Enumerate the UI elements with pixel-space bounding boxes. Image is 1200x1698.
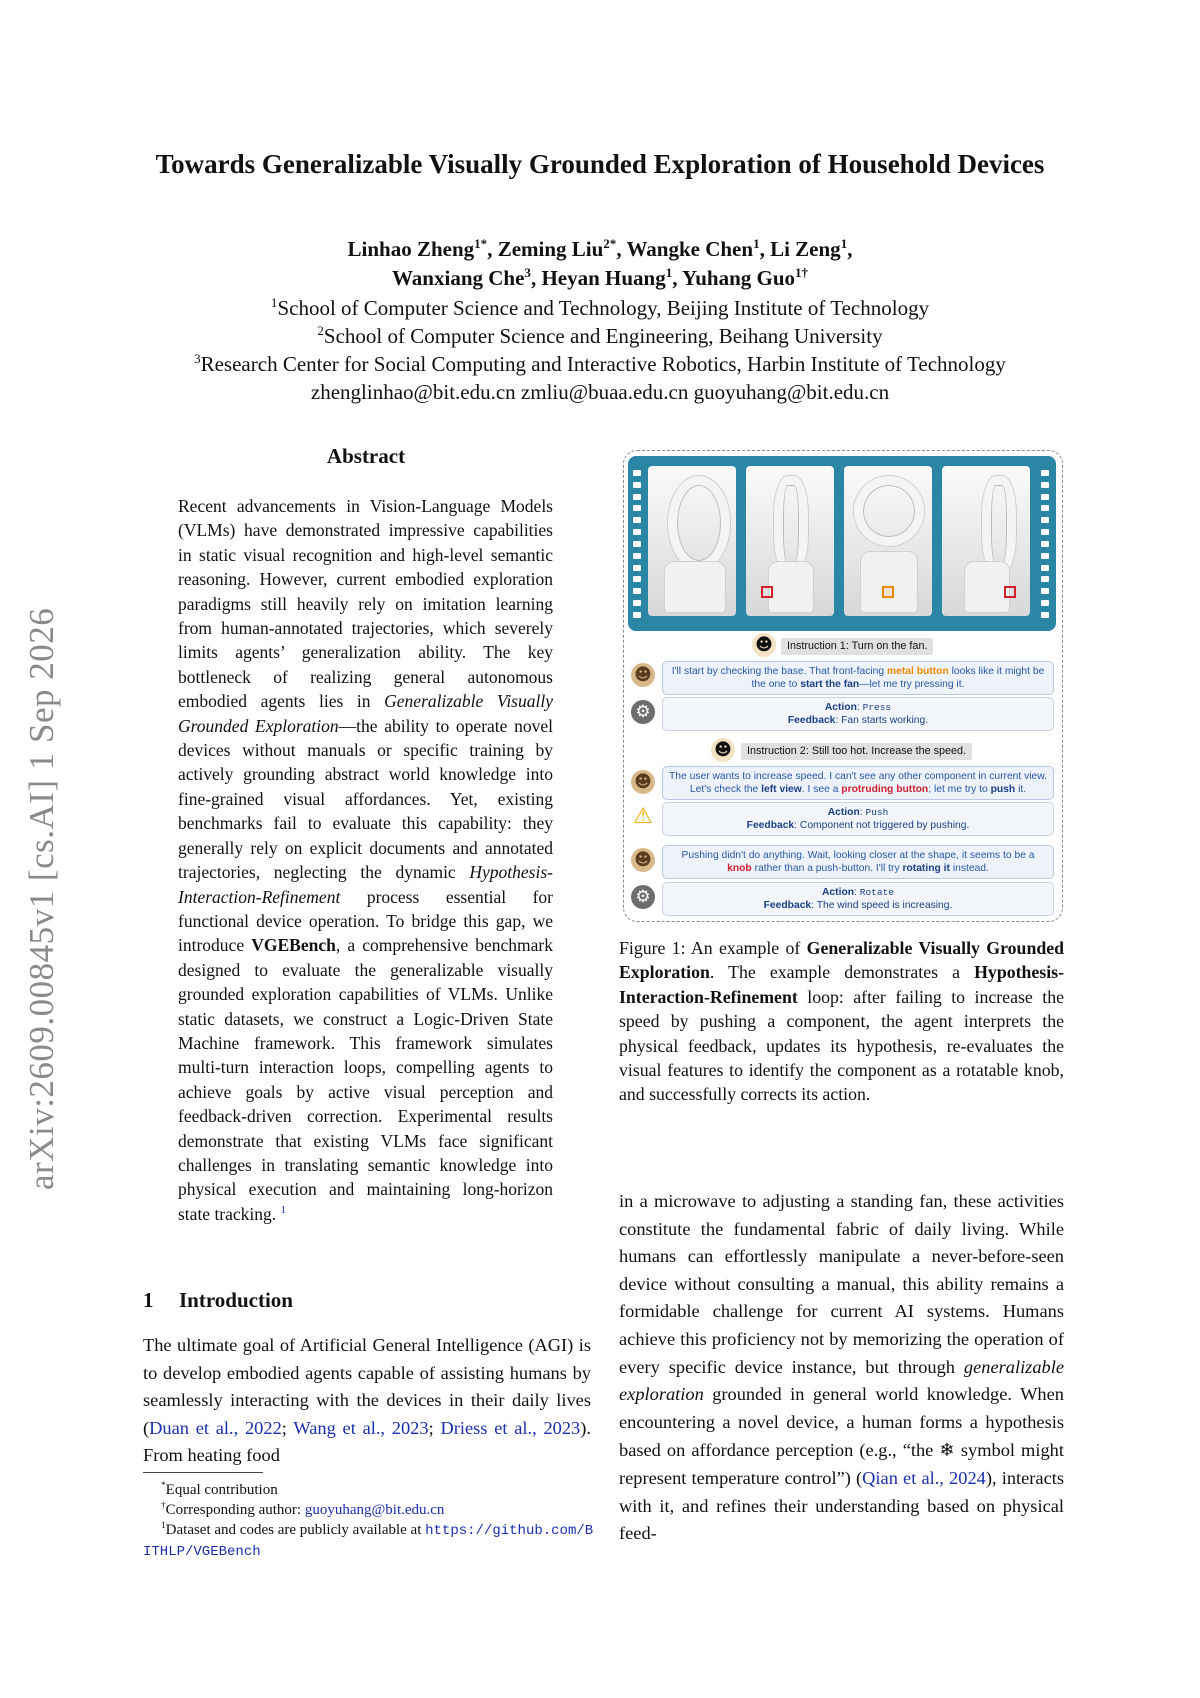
paper-title: Towards Generalizable Visually Grounded Exploration of Household Devices <box>155 149 1045 179</box>
caption-text: Figure 1: An example of <box>619 938 807 958</box>
body-text: The ultimate goal of Artificial General Intelligence (AGI) is to develop embodied agents capable of assisting humans by seamlessly interacting with the devices in their daily lives ( <box>143 1335 591 1438</box>
body-text: in a microwave to adjusting a standing fan, these activities constitute the fundamental fabric of daily living. While humans can effortlessly manipulate a never-before-seen device without consulting a manual, this ability remains a formidable challenge for current AI systems. Humans achieve this proficiency not by memorizing the operation of every specific device instance, but through <box>619 1191 1064 1377</box>
fan-ring <box>982 476 1016 574</box>
action-feedback-1: Action: Press Feedback: Fan starts working. <box>662 697 1054 731</box>
intro-paragraph-left <box>143 1332 591 1470</box>
metal-button-marker <box>882 586 894 598</box>
author-name: Linhao Zheng <box>347 237 475 261</box>
abstract-text: process essential for functional device operation. To bridge this gap, we introduce <box>178 886 553 956</box>
citation-link[interactable]: Qian et al., 2024 <box>862 1467 986 1488</box>
thought-bubble-1: I'll start by checking the base. That front-facing metal button looks like it might be the one to start the fan—let me try pressing it. <box>662 661 1054 695</box>
author-sup: 1* <box>474 236 488 251</box>
action-feedback-3: Action: Rotate Feedback: The wind speed is increasing. <box>662 882 1054 916</box>
user-icon: ☻ <box>711 738 735 762</box>
footnote <box>143 1520 598 1562</box>
footnote-rule <box>143 1472 263 1473</box>
author-sup: 1 <box>665 265 673 280</box>
snowflake-icon: ❄ <box>939 1439 955 1461</box>
citation-link[interactable]: Driess et al., 2023 <box>440 1417 581 1438</box>
footnotes <box>143 1480 598 1562</box>
fan-view-left <box>746 466 834 616</box>
citation-separator: ; <box>428 1417 441 1438</box>
abstract-body <box>178 494 553 1226</box>
author-sup: 3 <box>524 265 531 280</box>
caption-text: . The example demonstrates a <box>709 962 975 983</box>
affiliations <box>80 294 1120 406</box>
affiliation-text: Research Center for Social Computing and Interactive Robotics, Harbin Institute of Technology <box>200 352 1006 376</box>
instruction-1: Instruction 1: Turn on the fan. <box>781 638 933 655</box>
footnote-text: Dataset and codes are publicly available at <box>165 1522 426 1538</box>
author-sup: 1† <box>795 265 809 280</box>
author-sup: 1 <box>753 236 760 251</box>
footnote-link[interactable]: 1 <box>280 1203 286 1216</box>
body-emphasis: generalizable exploration <box>619 1356 1064 1405</box>
body-text: ). From heating food <box>143 1417 591 1466</box>
instruction-2: Instruction 2: Still too hot. Increase the speed. <box>741 743 972 760</box>
fan-ring <box>854 476 924 546</box>
citation-link[interactable]: Wang et al., 2023 <box>293 1417 429 1438</box>
affiliation <box>80 322 1120 350</box>
footnote <box>143 1480 598 1500</box>
affiliation-sup: 3 <box>194 351 201 366</box>
footnote-text: Corresponding author: <box>165 1502 305 1518</box>
fan-base <box>860 551 918 613</box>
author-name: Heyan Huang <box>541 266 666 290</box>
body-text: grounded in general world knowledge. When encountering a novel device, a human forms a hypothesis based on affordance perception (e.g., “the <box>619 1384 1064 1461</box>
figure-caption <box>619 936 1064 1107</box>
section-number: 1 <box>143 1288 154 1312</box>
author-sup: 2* <box>603 236 617 251</box>
fan-views-panel <box>628 456 1056 631</box>
abstract-text: , a comprehensive benchmark designed to evaluate the generalizable visually grounded exploration capabilities of VLMs. Unlike static datasets, we construct a Logic-Driven State Machine framework. This framework simulates multi-turn interaction loops, compelling agents to achieve goals by active visual perception and feedback-driven correction. Experimental results demonstrate that existing VLMs face significant challenges in translating semantic knowledge into physical execution and maintaining long-horizon state tracking. <box>178 935 553 1224</box>
component-marker <box>1004 586 1016 598</box>
author-name: Li Zeng <box>770 237 841 261</box>
film-strip-left <box>633 470 643 618</box>
component-marker <box>761 586 773 598</box>
author-name: Wanxiang Che <box>391 266 525 290</box>
email-list: zhenglinhao@bit.edu.cn zmliu@buaa.edu.cn guoyuhang@bit.edu.cn <box>310 380 890 404</box>
affiliation-sup: 2 <box>317 323 324 338</box>
fan-view-front <box>844 466 932 616</box>
author-sup: 1 <box>840 236 848 251</box>
caption-bold: Generalizable Visually Grounded Exploration <box>619 938 1064 983</box>
email-link[interactable]: guoyuhang@bit.edu.cn <box>304 1502 445 1518</box>
user-icon: ☻ <box>752 633 776 657</box>
footnote <box>143 1500 598 1520</box>
section-heading <box>143 1288 293 1313</box>
intro-paragraph-right <box>619 1188 1064 1548</box>
footnote-mark: 1 <box>161 1521 166 1531</box>
gear-icon: ⚙ <box>631 885 655 909</box>
footnote-text: Equal contribution <box>165 1482 278 1498</box>
robot-icon: ☻ <box>631 663 655 687</box>
body-text: symbol might represent temperature control”) ( <box>619 1440 1064 1488</box>
thought-bubble-2: The user wants to increase speed. I can't see any other component in current view. Let's check the left view. I see a protruding button; let me try to push it. <box>662 766 1054 800</box>
caption-bold: Hypothesis-Interaction-Refinement <box>619 962 1064 1007</box>
author-name: Yuhang Guo <box>681 266 796 290</box>
thought-bubble-3: Pushing didn't do anything. Wait, looking closer at the shape, it seems to be a knob rather than a push-button. I'll try rotating it instead. <box>662 845 1054 879</box>
footnote-mark: * <box>161 1481 166 1491</box>
section-title: Introduction <box>179 1288 293 1312</box>
fan-base <box>664 561 726 613</box>
action-feedback-2: Action: Push Feedback: Component not triggered by pushing. <box>662 802 1054 836</box>
citation-separator: ; <box>281 1417 294 1438</box>
body-text: ), interacts with it, and refines their understanding based on physical feed- <box>619 1467 1064 1544</box>
gear-icon: ⚙ <box>631 700 655 724</box>
citation-link[interactable]: Duan et al., 2022 <box>149 1417 282 1438</box>
abstract-heading: Abstract <box>326 444 406 468</box>
footnote-mark: † <box>161 1501 166 1511</box>
abstract-emphasis: Generalizable Visually Grounded Exploration <box>178 691 553 736</box>
warning-icon: ⚠ <box>633 804 653 829</box>
robot-icon: ☻ <box>631 770 655 794</box>
abstract-emphasis: Hypothesis-Interaction-Refinement <box>178 862 553 907</box>
film-strip-right <box>1041 470 1051 618</box>
affiliation <box>80 350 1120 378</box>
affiliation-text: School of Computer Science and Engineering, Beihang University <box>323 324 883 348</box>
fan-base <box>768 561 814 613</box>
caption-text: loop: after failing to increase the speed by pushing a component, the agent interprets the physical feedback, updates its hypothesis, re-evaluates the visual features to identify the component as a rotatable knob, and successfully corrects its action. <box>619 986 1064 1105</box>
affiliation-sup: 1 <box>270 295 278 310</box>
arxiv-stamp: arXiv:2609.00845v1 [cs.AI] 1 Sep 2026 <box>22 607 61 1190</box>
fan-ring <box>668 476 730 570</box>
fan-view-right <box>942 466 1030 616</box>
repo-link[interactable]: https://github.com/BITHLP/VGEBench <box>143 1523 594 1560</box>
robot-icon: ☻ <box>631 848 655 872</box>
fan-ring <box>774 476 808 574</box>
author-name: Zeming Liu <box>497 237 604 261</box>
author-name: Wangke Chen <box>626 237 754 261</box>
benchmark-name: VGEBench <box>251 935 336 956</box>
author-list: Linhao Zheng$^{1*}$, Zeming Liu$^{2*}$, Wangke Chen$^1$, Li Zeng$^1$, Wanxiang Che$^3$, Heyan Huang$^1$, Yuhang Guo$^{1\dagger}$ <box>347 236 853 290</box>
abstract-text: —the ability to operate novel devices without manuals or specific training by actively grounding abstract world knowledge into fine-grained visual affordances. Yet, existing benchmarks fail to evaluate this capability: they generally rely on explicit documents and annotated trajectories, neglecting the dynamic <box>178 715 554 883</box>
fan-view-angled <box>648 466 736 616</box>
affiliation <box>80 294 1120 322</box>
abstract-text: Recent advancements in Vision-Language Models (VLMs) have demonstrated impressive capabilities in static visual recognition and high-level semantic reasoning. However, current embodied exploration paradigms still heavily rely on imitation learning from human-annotated trajectories, which severely limits agents’ generalization ability. The key bottleneck of realizing general autonomous embodied agents lies in <box>178 496 553 712</box>
affiliation-text: School of Computer Science and Technology, Beijing Institute of Technology <box>277 296 930 320</box>
